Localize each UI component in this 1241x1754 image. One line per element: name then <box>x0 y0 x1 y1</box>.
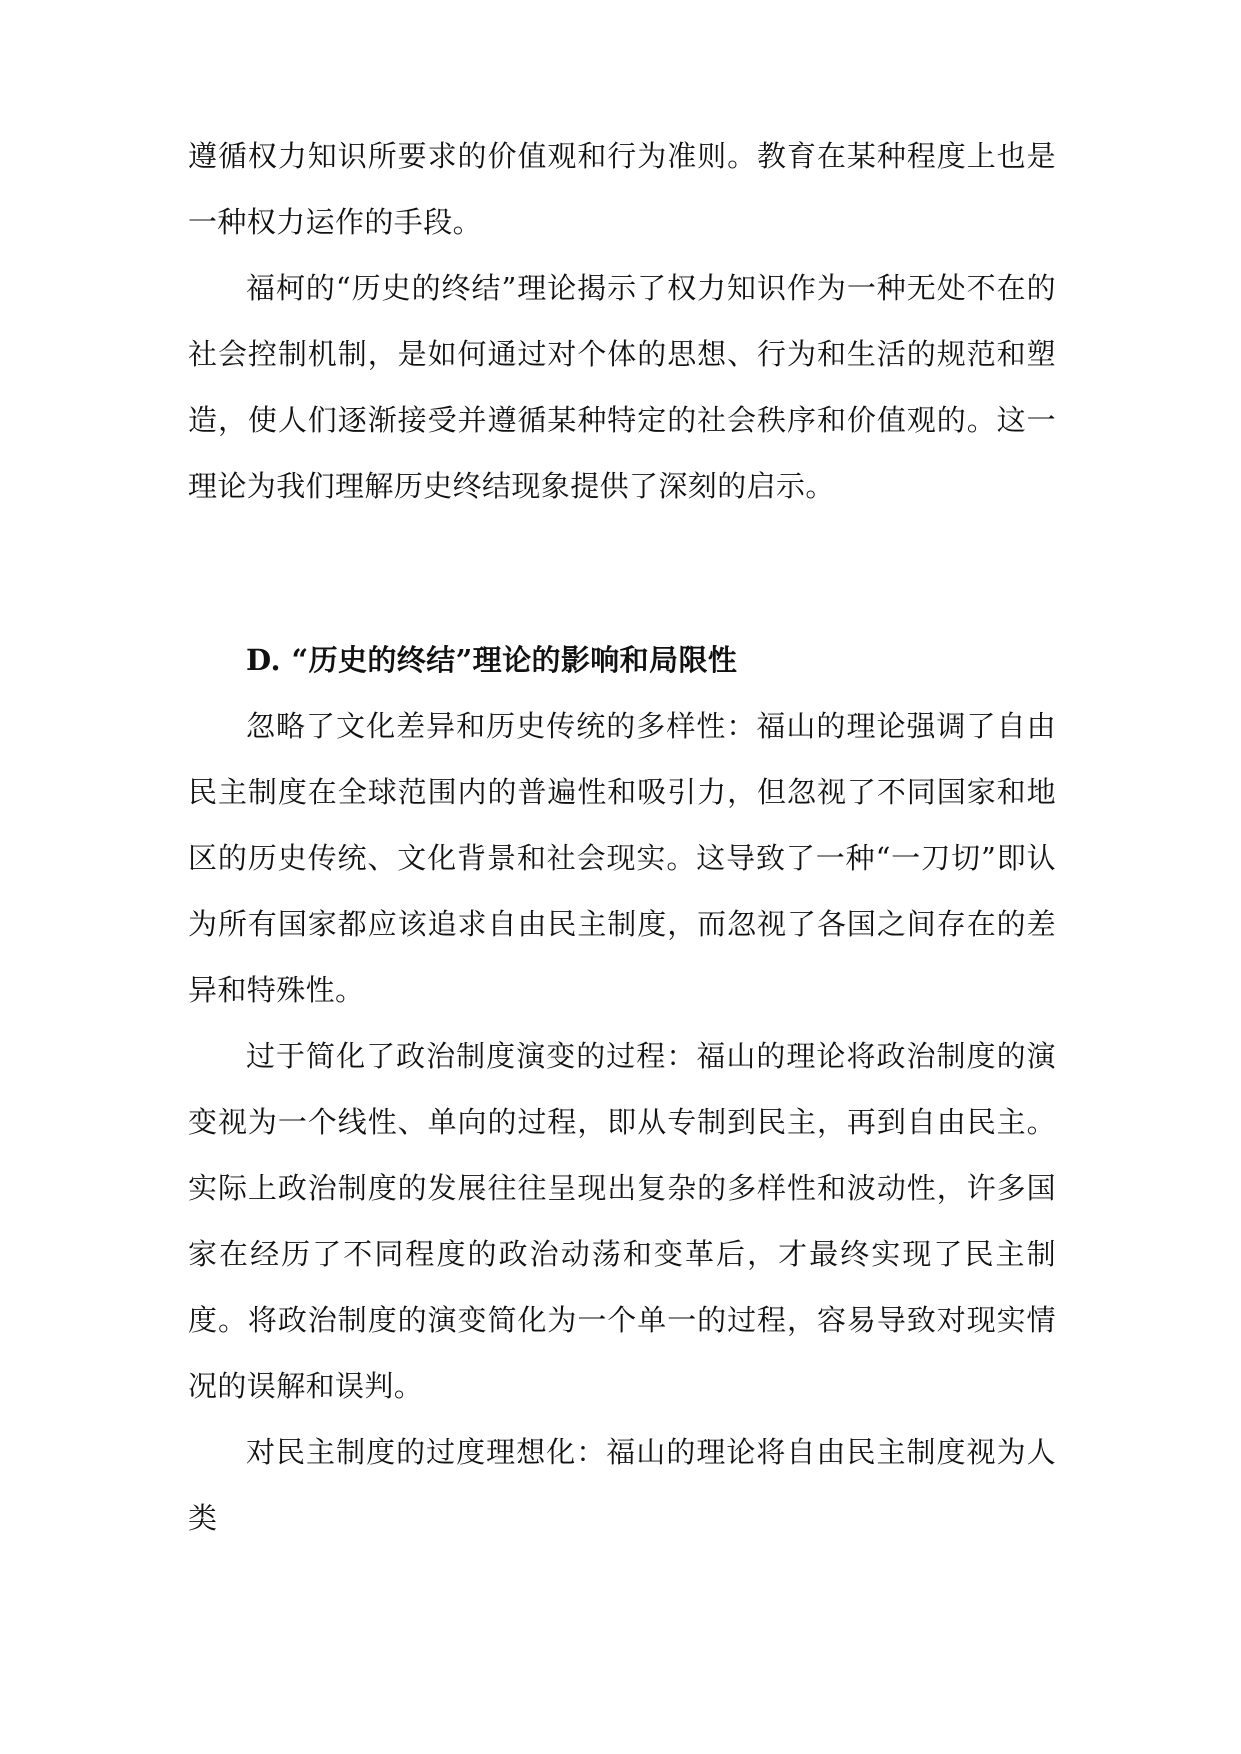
section-body-1 <box>188 123 1056 519</box>
paragraph-political-evolution: 过于简化了政治制度演变的过程：福山的理论将政治制度的演变视为一个线性、单向的过程，即从专制到民主，再到自由民主。实际上政治制度的发展往往呈现出复杂的多样性和波动性，许多国家在经历了不同程度的政治动荡和变革后，才最终实现了民主制度。将政治制度的演变简化为一个单一的过程，容易导致对现实情况的误解和误判。 <box>188 1039 1056 1403</box>
section-body-2 <box>188 693 1056 1551</box>
paragraph-foucault: 福柯的“历史的终结”理论揭示了权力知识作为一种无处不在的社会控制机制，是如何通过对个体的思想、行为和生活的规范和塑造，使人们逐渐接受并遵循某种特定的社会秩序和价值观的。这一理论为我们理解历史终结现象提供了深刻的启示。 <box>188 271 1056 503</box>
paragraph-continuation: 遵循权力知识所要求的价值观和行为准则。教育在某种程度上也是一种权力运作的手段。 <box>188 139 1056 239</box>
paragraph-cultural-diversity: 忽略了文化差异和历史传统的多样性：福山的理论强调了自由民主制度在全球范围内的普遍性和吸引力，但忽视了不同国家和地区的历史传统、文化背景和社会现实。这导致了一种“一刀切”即认为所有国家都应该追求自由民主制度，而忽视了各国之间存在的差异和特殊性。 <box>188 709 1056 1007</box>
section-heading-d: D. “历史的终结”理论的影响和局限性 <box>246 643 738 677</box>
paragraph-democracy-idealization: 对民主制度的过度理想化：福山的理论将自由民主制度视为人类 <box>188 1435 1056 1535</box>
